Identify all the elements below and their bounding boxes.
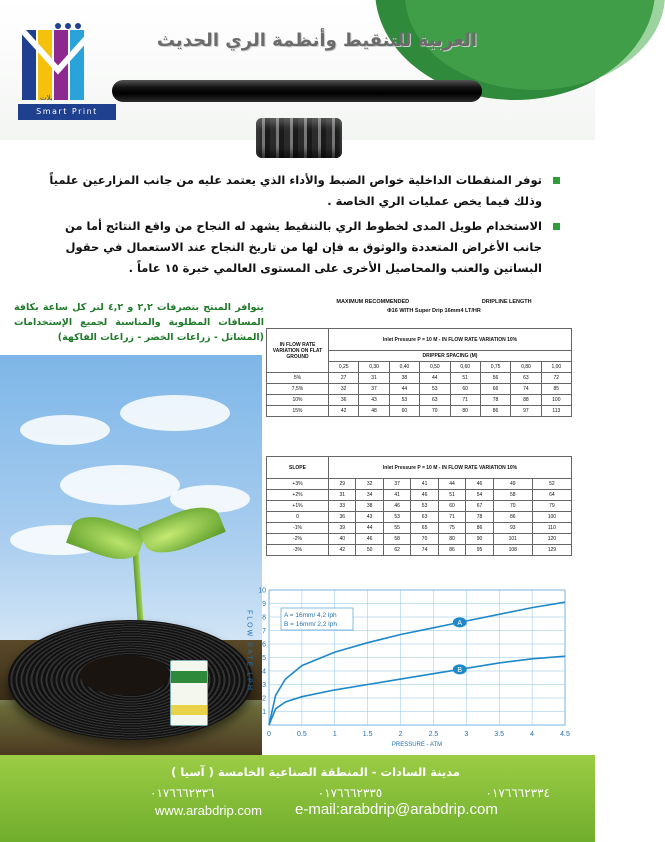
table-cell: 36 [329, 512, 356, 523]
table-row-label: 7,5% [267, 384, 329, 395]
table-cell: 44 [438, 479, 465, 490]
table-cell: 53 [411, 501, 438, 512]
bullet-square-icon [553, 177, 560, 184]
table-cell: 46 [411, 490, 438, 501]
table-cell: 41 [383, 490, 410, 501]
table-cell: 80 [450, 406, 480, 417]
table-cell: 49 [493, 479, 532, 490]
chart-legend-entry: B = 16mm/ 2,2 lph [284, 621, 337, 628]
table-pressure-cell: Inlet Pressure P = 10 M - IN FLOW RATE VARIATION 10% [329, 457, 572, 479]
table-header-row [267, 329, 572, 351]
table-cell: 93 [493, 523, 532, 534]
table-heading [300, 298, 568, 316]
footer [0, 755, 595, 842]
chart-x-tick: 4.5 [560, 731, 570, 738]
chart-y-tick: 8 [262, 614, 266, 622]
chart-y-tick: 4 [262, 668, 266, 676]
chart-y-tick: 5 [262, 655, 266, 662]
emitter-image [256, 118, 342, 158]
chart-x-tick: 3.5 [494, 731, 505, 738]
table-cell: 38 [356, 501, 383, 512]
table-corner-cell: SLOPE [267, 457, 329, 479]
table-row [267, 490, 572, 501]
table-cell: 101 [493, 534, 532, 545]
feature-item [40, 216, 560, 279]
table-cell: 62 [383, 545, 410, 556]
table-cell: 36 [329, 395, 359, 406]
table-heading-left: MAXIMUM RECOMMENDED [336, 299, 410, 305]
table-cell: 29 [329, 479, 356, 490]
feature-text: الاستخدام طويل المدى لخطوط الري بالتنقيط يشهد له النجاح من واقع النتائج أما من جانب الأغراض المتعددة والوثوق به فإن لها من تاريخ النجاح عند الاستعمال في حقول البساتين والعنب والمحاصيل الأخرى على المستوى العالمي خبرة ١٥ عاماً . [65, 219, 542, 275]
table-cell: 88 [511, 395, 541, 406]
table-cell: 63 [511, 373, 541, 384]
chart-x-tick: 0.5 [297, 731, 307, 738]
table-cell: 48 [359, 406, 389, 417]
table-row [267, 512, 572, 523]
table-row-label: +3% [267, 479, 329, 490]
table-cell: 33 [329, 501, 356, 512]
table-cell: 60 [389, 406, 419, 417]
table-pressure-cell: Inlet Pressure P = 10 M - IN FLOW RATE VARIATION 10% [329, 329, 572, 351]
page-title: العربية للتنقيط وأنظمة الري الحديث [156, 30, 477, 51]
table-cell: 54 [466, 490, 493, 501]
table-heading-right: DRIPLINE LENGTH [481, 299, 532, 305]
table-row [267, 384, 572, 395]
table-cell: 50 [356, 545, 383, 556]
logo-arabic-text: بلات [40, 94, 53, 102]
table-cell: 86 [480, 406, 510, 417]
table-cell: 31 [359, 373, 389, 384]
table-cell: 95 [466, 545, 493, 556]
table-cell: 63 [411, 512, 438, 523]
chart-x-label: PRESSURE - ATM [391, 742, 443, 748]
table-cell: 51 [438, 490, 465, 501]
chart-y-label: FLOW RATE LPH [245, 610, 253, 692]
chart-x-tick: 2 [398, 731, 403, 738]
table-cell: 32 [329, 384, 359, 395]
table-cell: 44 [389, 384, 419, 395]
coil-center [80, 655, 170, 695]
table-row-label: -1% [267, 523, 329, 534]
table-cell: 60 [438, 501, 465, 512]
phone-number: ٠١٧٦٦٦٢٣٣٤ [485, 786, 550, 800]
table-row-label: 5% [267, 373, 329, 384]
chart-y-tick: 3 [262, 682, 266, 689]
table-cell: 65 [411, 523, 438, 534]
table-cell: 70 [493, 501, 532, 512]
table-cell: 46 [466, 479, 493, 490]
table-cell: 74 [411, 545, 438, 556]
table-cell: 27 [329, 373, 359, 384]
table-cell: 64 [532, 490, 571, 501]
footer-address: مدينة السادات - المنطقة الصناعية الخامسة ( آسيا ) [171, 765, 460, 779]
product-tag-image [170, 660, 208, 726]
table-col-header: 0,75 [480, 362, 510, 373]
drip-pipe-image [112, 80, 482, 102]
table-cell: 79 [532, 501, 571, 512]
table-cell: 46 [356, 534, 383, 545]
table-row [267, 479, 572, 490]
chart-x-tick: 3 [464, 731, 469, 738]
table-row [267, 501, 572, 512]
feature-item [40, 170, 560, 212]
bullet-square-icon [553, 223, 560, 230]
table-cell: 108 [493, 545, 532, 556]
slope-table [266, 456, 572, 556]
table-cell: 39 [329, 523, 356, 534]
table-cell: 97 [511, 406, 541, 417]
table-cell: 75 [438, 523, 465, 534]
table-col-header: 0,60 [450, 362, 480, 373]
phone-number: ٠١٧٦٦٦٢٣٣٥ [317, 786, 383, 800]
table-row [267, 523, 572, 534]
table-row-label: -2% [267, 534, 329, 545]
table-cell: 58 [493, 490, 532, 501]
table-row [267, 373, 572, 384]
table-cell: 78 [466, 512, 493, 523]
feature-text: توفر المنقطات الداخلية خواص الضبط والأداء الذي يعتمد عليه من جانب المزارعين علمياً وذلك فيما يخص عمليات الري الخاصة . [49, 173, 542, 208]
table-cell: 129 [532, 545, 571, 556]
table-cell: 38 [389, 373, 419, 384]
footer-phones [150, 786, 550, 800]
phone-number: ٠١٧٦٦٦٢٣٣٦ [150, 786, 215, 800]
table-row-label: +1% [267, 501, 329, 512]
table-cell: 100 [541, 395, 571, 406]
table-cell: 46 [383, 501, 410, 512]
table-heading-sub: Φ16 WITH Super Drip 16mm4 LT/HR [387, 308, 481, 314]
table-corner-cell: IN FLOW RATE VARIATION ON FLAT GROUND [267, 329, 329, 373]
table-col-header: 0,80 [511, 362, 541, 373]
chart-y-tick: 6 [262, 641, 266, 649]
footer-website[interactable]: www.arabdrip.com [155, 803, 262, 818]
feature-list [40, 170, 560, 283]
table-row-label: 15% [267, 406, 329, 417]
chart-x-tick: 1 [332, 731, 337, 738]
table-col-header: 1,00 [541, 362, 571, 373]
table-cell: 31 [329, 490, 356, 501]
table-cell: 120 [532, 534, 571, 545]
table-header-row [267, 457, 572, 479]
chart-x-tick: 2.5 [428, 731, 439, 738]
table-cell: 63 [420, 395, 450, 406]
table-cell: 53 [420, 384, 450, 395]
table-cell: 44 [356, 523, 383, 534]
product-caption: يتوافر المنتج بتصرفات ٢,٢ و ٤,٢ لتر كل ساعة بكافة المسافات المطلوبة والمناسبة لجميع الإستخدامات (المشاتل - زراعات الخضر - زراعات الفاكهة) [14, 302, 264, 343]
table-col-header: 0,50 [420, 362, 450, 373]
table-cell: 86 [466, 523, 493, 534]
table-cell: 80 [438, 534, 465, 545]
table-cell: 34 [356, 490, 383, 501]
table-row [267, 406, 572, 417]
table-cell: 43 [359, 395, 389, 406]
chart-series-label: B [457, 666, 463, 674]
table-cell: 40 [329, 534, 356, 545]
table-row [267, 395, 572, 406]
chart-y-tick: 9 [262, 601, 266, 608]
table-col-header: 0,40 [389, 362, 419, 373]
chart-y-tick: 7 [262, 628, 266, 635]
table-cell: 78 [480, 395, 510, 406]
table-row [267, 534, 572, 545]
table-col-header: 0,30 [359, 362, 389, 373]
table-cell: 66 [480, 384, 510, 395]
table-cell: 42 [329, 406, 359, 417]
table-cell: 86 [438, 545, 465, 556]
table-cell: 37 [359, 384, 389, 395]
table-cell: 70 [420, 406, 450, 417]
table-cell: 52 [532, 479, 571, 490]
chart-y-tick: 10 [258, 587, 266, 595]
table-cell: 90 [466, 534, 493, 545]
flat-ground-table [266, 328, 572, 417]
table-cell: 74 [511, 384, 541, 395]
table-cell: 42 [329, 545, 356, 556]
table-spacing-cell: DRIPPER SPACING (M) [329, 351, 572, 362]
table-row [267, 545, 572, 556]
chart-x-tick: 4 [530, 731, 535, 738]
table-cell: 58 [383, 534, 410, 545]
table-cell: 110 [532, 523, 571, 534]
footer-email[interactable]: e-mail:arabdrip@arabdrip.com [295, 801, 498, 818]
table-cell: 51 [450, 373, 480, 384]
table-cell: 67 [466, 501, 493, 512]
table-cell: 53 [383, 512, 410, 523]
chart-y-tick: 2 [262, 695, 266, 703]
table-cell: 71 [438, 512, 465, 523]
table-cell: 56 [480, 373, 510, 384]
table-cell: 53 [389, 395, 419, 406]
table-cell: 44 [420, 373, 450, 384]
table-cell: 113 [541, 406, 571, 417]
table-row-label: 10% [267, 395, 329, 406]
table-cell: 72 [541, 373, 571, 384]
table-cell: 43 [356, 512, 383, 523]
chart-x-tick: 0 [267, 731, 271, 738]
table-row-label: -3% [267, 545, 329, 556]
chart-legend-entry: A = 16mm/ 4,2 lph [284, 612, 337, 619]
table-cell: 85 [541, 384, 571, 395]
table-row-label: 0 [267, 512, 329, 523]
table-cell: 55 [383, 523, 410, 534]
table-cell: 100 [532, 512, 571, 523]
table-col-header: 0,25 [329, 362, 359, 373]
table-cell: 41 [411, 479, 438, 490]
table-cell: 32 [356, 479, 383, 490]
company-logo [18, 20, 98, 115]
logo-brand-text: Smart Print [18, 104, 116, 120]
chart-x-tick: 1.5 [362, 731, 373, 738]
table-row-label: +2% [267, 490, 329, 501]
table-cell: 60 [450, 384, 480, 395]
table-cell: 70 [411, 534, 438, 545]
table-cell: 37 [383, 479, 410, 490]
chart-series-label: A [457, 619, 463, 627]
chart-y-tick: 1 [262, 709, 266, 716]
flow-rate-chart [245, 580, 580, 750]
table-cell: 86 [493, 512, 532, 523]
table-cell: 71 [450, 395, 480, 406]
